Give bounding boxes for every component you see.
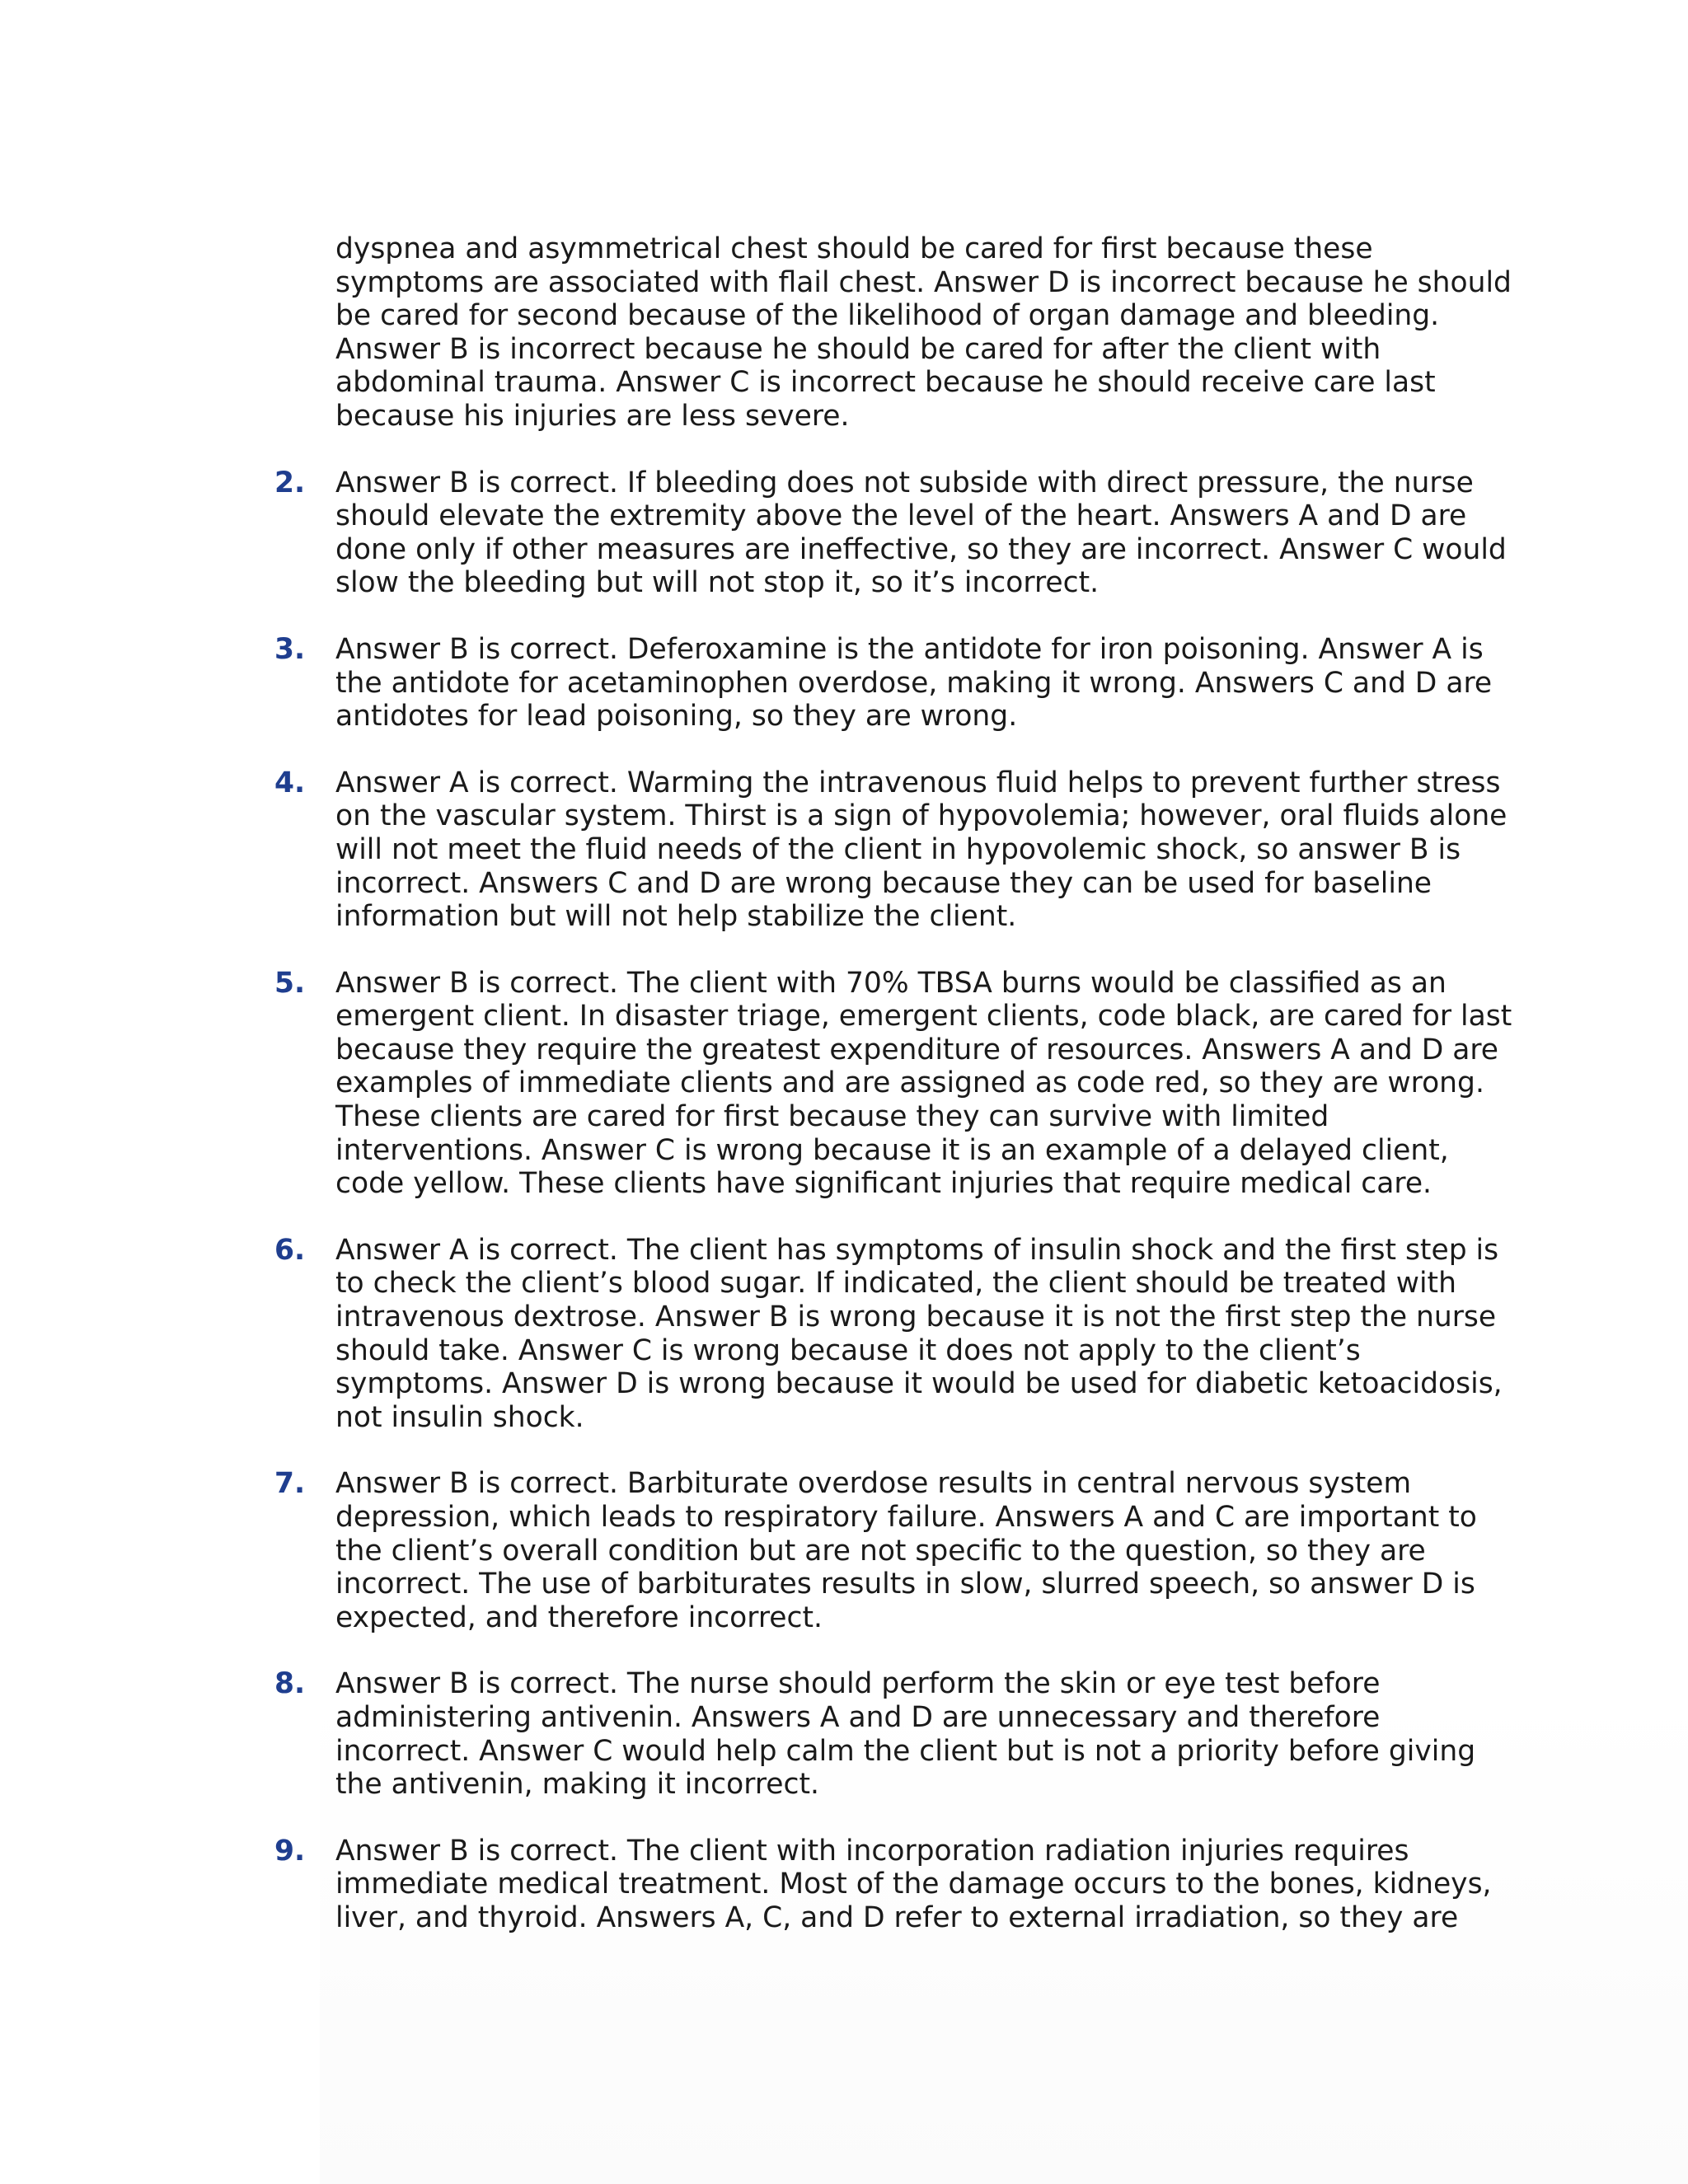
answer-number: 6. [274,1233,306,1267]
answer-text-line: incorrect. The use of barbiturates results in slow, slurred speech, so answer D is [335,1568,1475,1601]
answer-text [335,1835,1494,1935]
answer-text-line: should take. Answer C is wrong because it does not apply to the client’s [335,1333,1361,1367]
answer-text-line: liver, and thyroid. Answers A, C, and D refer to external irradiation, so they are [335,1900,1459,1934]
answer-text-line: examples of immediate clients and are assigned as code red, so they are wrong. [335,1066,1484,1100]
answer-text-line: Answer B is correct. The client with 70% TBSA burns would be classified as an [335,966,1447,1000]
answer-text-line: antidotes for lead poisoning, so they are wrong. [335,700,1018,733]
answer-text [335,466,1507,600]
answer-text-line: incorrect. Answer C would help calm the client but is not a priority before giving [335,1734,1476,1768]
answer-text-line: immediate medical treatment. Most of the damage occurs to the bones, kidneys, [335,1868,1492,1901]
answer-text-line: These clients are cared for first because they can survive with limited [335,1100,1329,1134]
answer-item [274,633,1494,733]
answer-text-line: Answer A is correct. Warming the intravenous fluid helps to prevent further stress [335,766,1501,799]
answer-text-line: code yellow. These clients have significant injuries that require medical care. [335,1167,1432,1201]
answer-text-line: emergent client. In disaster triage, emergent clients, code black, are cared for last [335,1000,1512,1033]
answer-text-line: slow the bleeding but will not stop it, so it’s incorrect. [335,566,1100,600]
answer-text [335,633,1494,733]
answer-text-line: because his injuries are less severe. [335,399,850,433]
answer-item [274,766,1507,934]
answer-text [335,232,1512,434]
answer-text-line: the antidote for acetaminophen overdose, making it wrong. Answers C and D are [335,666,1493,700]
answer-text-line: interventions. Answer C is wrong because it is an example of a delayed client, [335,1133,1449,1167]
answer-item [274,1835,1494,1935]
answer-number: 5. [274,966,306,1000]
answer-number: 8. [274,1667,306,1701]
answer-text-line: administering antivenin. Answers A and D are unnecessary and therefore [335,1700,1381,1734]
answer-number: 2. [274,466,306,499]
answer-number: 7. [274,1467,306,1501]
answer-text-line: intravenous dextrose. Answer B is wrong because it is not the first step the nurse [335,1301,1497,1334]
answer-text-line: because they require the greatest expenditure of resources. Answers A and D are [335,1033,1499,1066]
answer-text-line: symptoms. Answer D is wrong because it would be used for diabetic ketoacidosis, [335,1367,1503,1401]
answer-text-line: symptoms are associated with flail chest. Answer D is incorrect because he should [335,265,1512,299]
answer-number: 3. [274,632,306,666]
answer-text-line: Answer B is correct. Barbiturate overdose results in central nervous system [335,1467,1412,1501]
answer-text-line: be cared for second because of the likelihood of organ damage and bleeding. [335,299,1440,333]
answer-text-line: Answer B is correct. Deferoxamine is the antidote for iron poisoning. Answer A is [335,632,1484,666]
answer-text-line: Answer B is correct. If bleeding does not subside with direct pressure, the nurse [335,466,1474,499]
answer-text [335,967,1512,1201]
answer-number: 4. [274,766,306,799]
answer-text-line: abdominal trauma. Answer C is incorrect because he should receive care last [335,366,1436,400]
answer-list [274,232,1512,1968]
answer-text [335,1234,1503,1435]
answer-text-line: Answer B is correct. The nurse should perform the skin or eye test before [335,1667,1381,1701]
answer-text-line: the antivenin, making it incorrect. [335,1768,819,1802]
answer-text-line: Answer B is correct. The client with incorporation radiation injuries requires [335,1834,1409,1868]
answer-text [335,1667,1494,1801]
answer-text-line: depression, which leads to respiratory failure. Answers A and C are important to [335,1501,1477,1534]
answer-text [335,1467,1494,1634]
answer-text-line: the client’s overall condition but are not specific to the question, so they are [335,1534,1426,1568]
answer-text-line: to check the client’s blood sugar. If indicated, the client should be treated with [335,1267,1456,1301]
answer-item [274,966,1512,1201]
answer-item [274,1667,1494,1801]
answer-text-line: should elevate the extremity above the level of the heart. Answers A and D are [335,499,1467,533]
answer-text-line: information but will not help stabilize the client. [335,900,1017,934]
answer-text [335,766,1507,934]
answer-text-line: done only if other measures are ineffective, so they are incorrect. Answer C would [335,532,1507,566]
answer-item [274,232,1512,434]
answer-text-line: Answer B is incorrect because he should be cared for after the client with [335,332,1381,366]
answer-item [274,1467,1494,1634]
answer-item [274,466,1507,600]
answer-text-line: not insulin shock. [335,1400,584,1434]
answer-text-line: dyspnea and asymmetrical chest should be cared for first because these [335,232,1373,265]
answer-text-line: expected, and therefore incorrect. [335,1601,823,1634]
answer-text-line: on the vascular system. Thirst is a sign of hypovolemia; however, oral fluids alone [335,799,1507,833]
answer-text-line: incorrect. Answers C and D are wrong because they can be used for baseline [335,866,1432,900]
answer-text-line: will not meet the fluid needs of the client in hypovolemic shock, so answer B is [335,832,1461,866]
answer-text-line: Answer A is correct. The client has symptoms of insulin shock and the first step is [335,1233,1499,1267]
answer-item [274,1233,1503,1435]
answer-number: 9. [274,1834,306,1868]
